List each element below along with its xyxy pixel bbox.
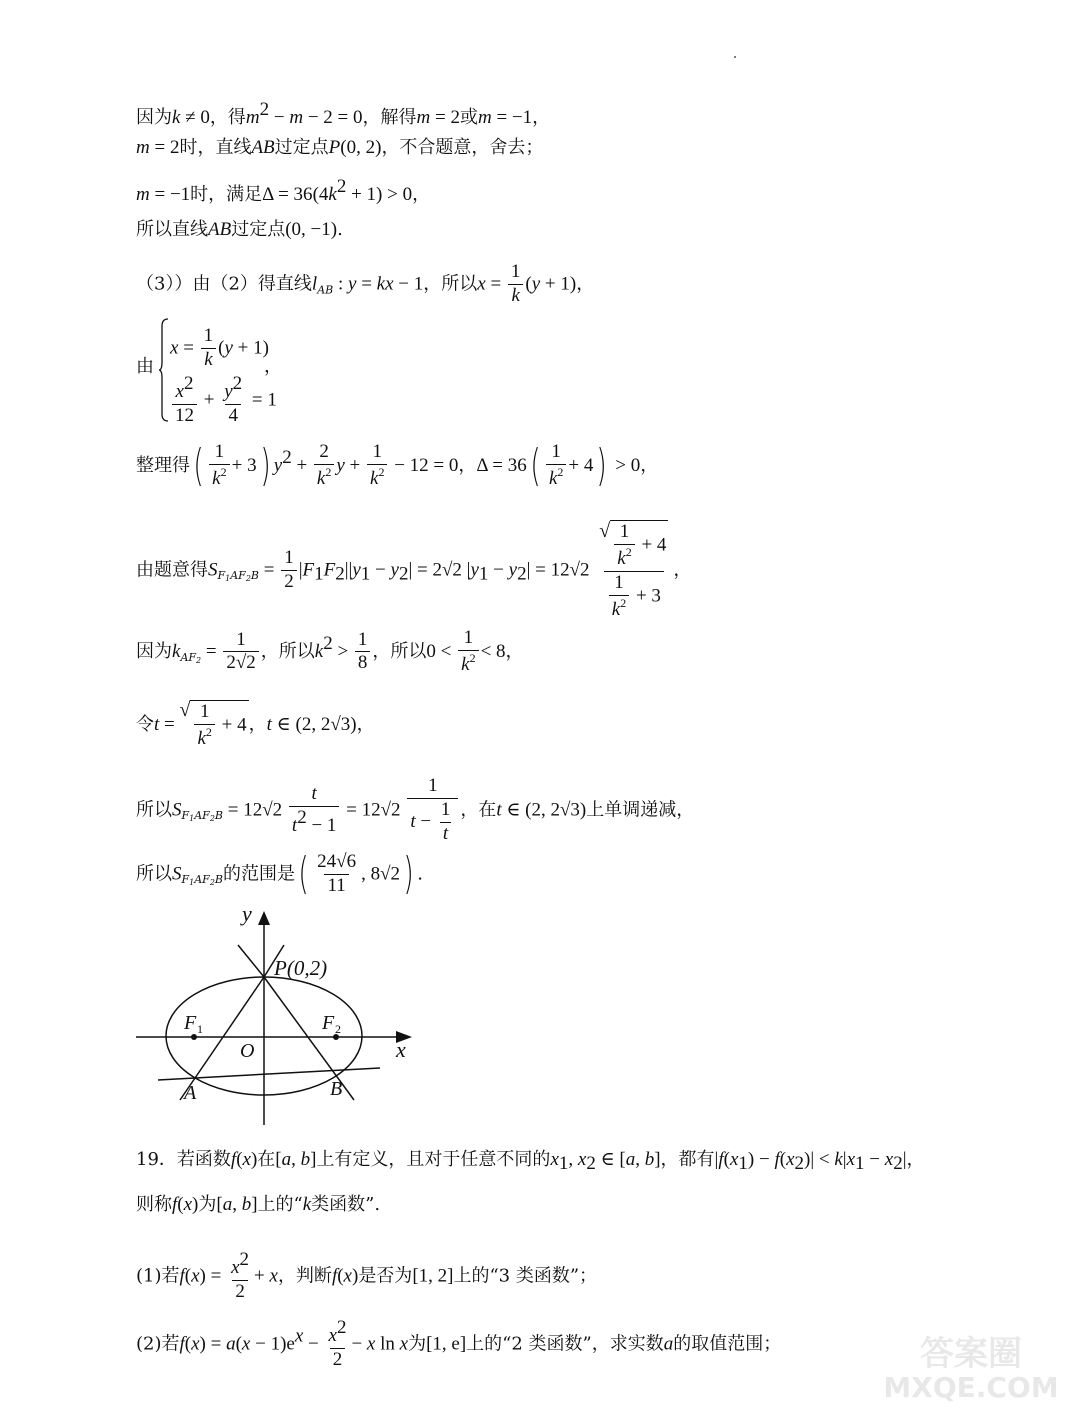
text: 为 — [408, 1333, 427, 1355]
f1-subscript: 1 — [197, 1022, 203, 1036]
text: 或 — [459, 107, 478, 128]
ellipse-figure — [134, 905, 424, 1130]
text: 为 — [198, 1194, 217, 1215]
text: 在 — [257, 1149, 276, 1170]
watermark-logo — [876, 1333, 1066, 1403]
point-a-label: A — [184, 1082, 197, 1104]
watermark-line-1: 答案圈 — [920, 1334, 1022, 1374]
text: ，判断 — [277, 1265, 332, 1287]
question-19-line-1: 19．若函数f(x)在[a, b]上有定义，且对于任意不同的$x_1$, $x_2$ ∈ [a, b]，都有$|f(x_1) - f(x_2)| < k|x_1 - x_2|$， — [136, 1149, 925, 1174]
point-p-label: P(0,2) — [274, 956, 328, 980]
text: 由题意得 — [136, 559, 208, 581]
left-brace — [158, 318, 170, 422]
text: ，所以 — [372, 640, 427, 662]
solution-line-11: 所以$S_{F_1AF_2B} = 12√2$ $\frac{t}{t^2 - 1}$ = 12√2 1 t − $\frac{1}{t}$ ，在t ∈ (2, 2√3)上单调递减， — [136, 775, 695, 844]
f1-label: F — [184, 1012, 197, 1034]
y-axis-arrow — [258, 911, 270, 925]
text: 因为 — [136, 640, 172, 662]
line-pa-ext — [238, 945, 264, 977]
text: ， — [248, 713, 267, 735]
f2-subscript: 2 — [335, 1022, 341, 1036]
text: ，所以 — [260, 640, 315, 662]
system-comma — [264, 358, 282, 376]
text: ，在 — [460, 799, 497, 821]
text: 所以 — [136, 799, 172, 821]
solution-line-5: （3））由（2）得直线$l_{AB}$ : y = kx − 1，所以x = $\frac{1}{k}$ (y + 1)， — [136, 261, 595, 306]
text: 上有定义，且对于任意不同的 — [316, 1149, 551, 1170]
y-axis-label: y — [242, 905, 252, 926]
text: 由 — [136, 356, 154, 377]
text: 时，满足 — [190, 184, 263, 205]
text: . — [417, 863, 423, 885]
text: ，得 — [209, 107, 246, 128]
text: ， — [264, 356, 282, 377]
solution-line-9: 因为$k_{AF_2}$ = $\frac{1}{2√2}$ ，所以$k^2$ > $\frac{1}{8}$ ，所以0 < $\frac{1}{k^2}$ < 8， — [136, 627, 524, 675]
text: ， — [412, 184, 431, 205]
line-ab — [158, 1068, 380, 1080]
solution-line-6 — [136, 358, 154, 376]
question-19-part-2: (2)若$f(x) = a(x - 1)e^x$ − $\frac{x^2}{2}$ − x ln x为[1, e]上的“2 类函数”，求实数a的取值范围； — [136, 1317, 782, 1370]
stray-dot — [734, 56, 736, 58]
math: k — [172, 107, 181, 128]
text: ，都有 — [660, 1149, 715, 1170]
text: ，所以 — [423, 273, 478, 295]
system-eq-2: $\frac{x^2}{12}$ + $\frac{y^2}{4}$ = 1 — [170, 374, 277, 427]
solution-line-1: 因为k ≠ 0，得$m^2 - m - 2 = 0$，解得m = 2或m = −1， — [136, 99, 551, 128]
text: 因为 — [136, 107, 172, 128]
text: (2)若 — [136, 1333, 180, 1355]
text: ，不合题意，舍去； — [381, 137, 544, 158]
question-19-part-1: (1)若f(x) = $\frac{x^2}{2}$ + x，判断f(x)是否为[1, 2]上的“3 类函数”； — [136, 1249, 598, 1302]
text: 过定点 — [231, 219, 286, 240]
text: ， — [906, 1149, 925, 1170]
text: 是否为 — [358, 1265, 413, 1287]
text: 所以 — [136, 863, 172, 885]
f2-label: F — [322, 1012, 335, 1034]
solution-line-10: 令t = √ $\frac{1}{k^2}$ + 4 ，t ∈ (2, 2√3)， — [136, 699, 375, 749]
solution-line-12: 所以$S_{F_1AF_2B}$的范围是( $\frac{24√6}{11}$ , 8√2) . — [136, 848, 423, 900]
text: 所以直线 — [136, 219, 208, 240]
text: 上的“ — [257, 1194, 303, 1215]
text: ， — [576, 273, 595, 295]
text: 19．若函数 — [136, 1149, 231, 1170]
text: ， — [458, 454, 477, 476]
text: 令 — [136, 713, 154, 735]
text: 则称 — [136, 1194, 172, 1215]
text: . — [337, 219, 343, 240]
text: ， — [505, 640, 524, 662]
text: 的范围是 — [223, 863, 295, 885]
text: 上的“2 类函数”，求实数 — [466, 1333, 664, 1355]
text: ， — [673, 559, 692, 581]
text: (1)若 — [136, 1265, 180, 1287]
text: ， — [356, 713, 375, 735]
text: （3））由（2）得直线 — [136, 273, 312, 295]
solution-line-8: 由题意得$S_{F_1AF_2B}$ = $\frac{1}{2}$ $|F_1F_2||y_1 - y_2| = 2√2$ $|y_1 - y_2| = 12√2$ √ $\frac{1}{k^2}$ + 4 $\frac{1}{k^2}$ + 3 ， — [136, 520, 692, 620]
solution-line-7: 整理得( $\frac{1}{k^2}$ + 3) $y^2$ + $\frac{2}{k^2}$ y + $\frac{1}{k^2}$ − 12 = 0，Δ = 36( $\frac{1}{k^2}$ + 4) > 0， — [136, 439, 659, 491]
solution-line-2: m = 2时，直线AB过定点P(0, 2)，不合题意，舍去； — [136, 137, 544, 158]
text: 的取值范围； — [673, 1333, 782, 1355]
text: ， — [640, 454, 659, 476]
solution-line-3: m = −1时，满足$\Delta = 36(4k^2 + 1) > 0$， — [136, 176, 431, 205]
solution-line-4: 所以直线AB过定点(0, −1). — [136, 219, 343, 240]
text: ，解得 — [362, 107, 417, 128]
watermark-line-2: MXQE.COM — [883, 1371, 1059, 1403]
text: 上的“3 类函数”； — [453, 1265, 598, 1287]
text: 上单调递减， — [586, 799, 695, 821]
text: ， — [532, 107, 551, 128]
point-b-label: B — [330, 1078, 343, 1100]
text: 类函数”. — [311, 1194, 381, 1215]
origin-label: O — [240, 1040, 255, 1062]
text: 整理得 — [136, 454, 190, 476]
system-eq-1: x = $\frac{1}{k}$ (y + 1) — [170, 325, 269, 370]
text: 时，直线 — [179, 137, 252, 158]
x-axis-label: x — [396, 1037, 406, 1062]
text: 过定点 — [274, 137, 329, 158]
question-19-line-2: 则称f(x)为[a, b]上的“k类函数”. — [136, 1194, 381, 1215]
